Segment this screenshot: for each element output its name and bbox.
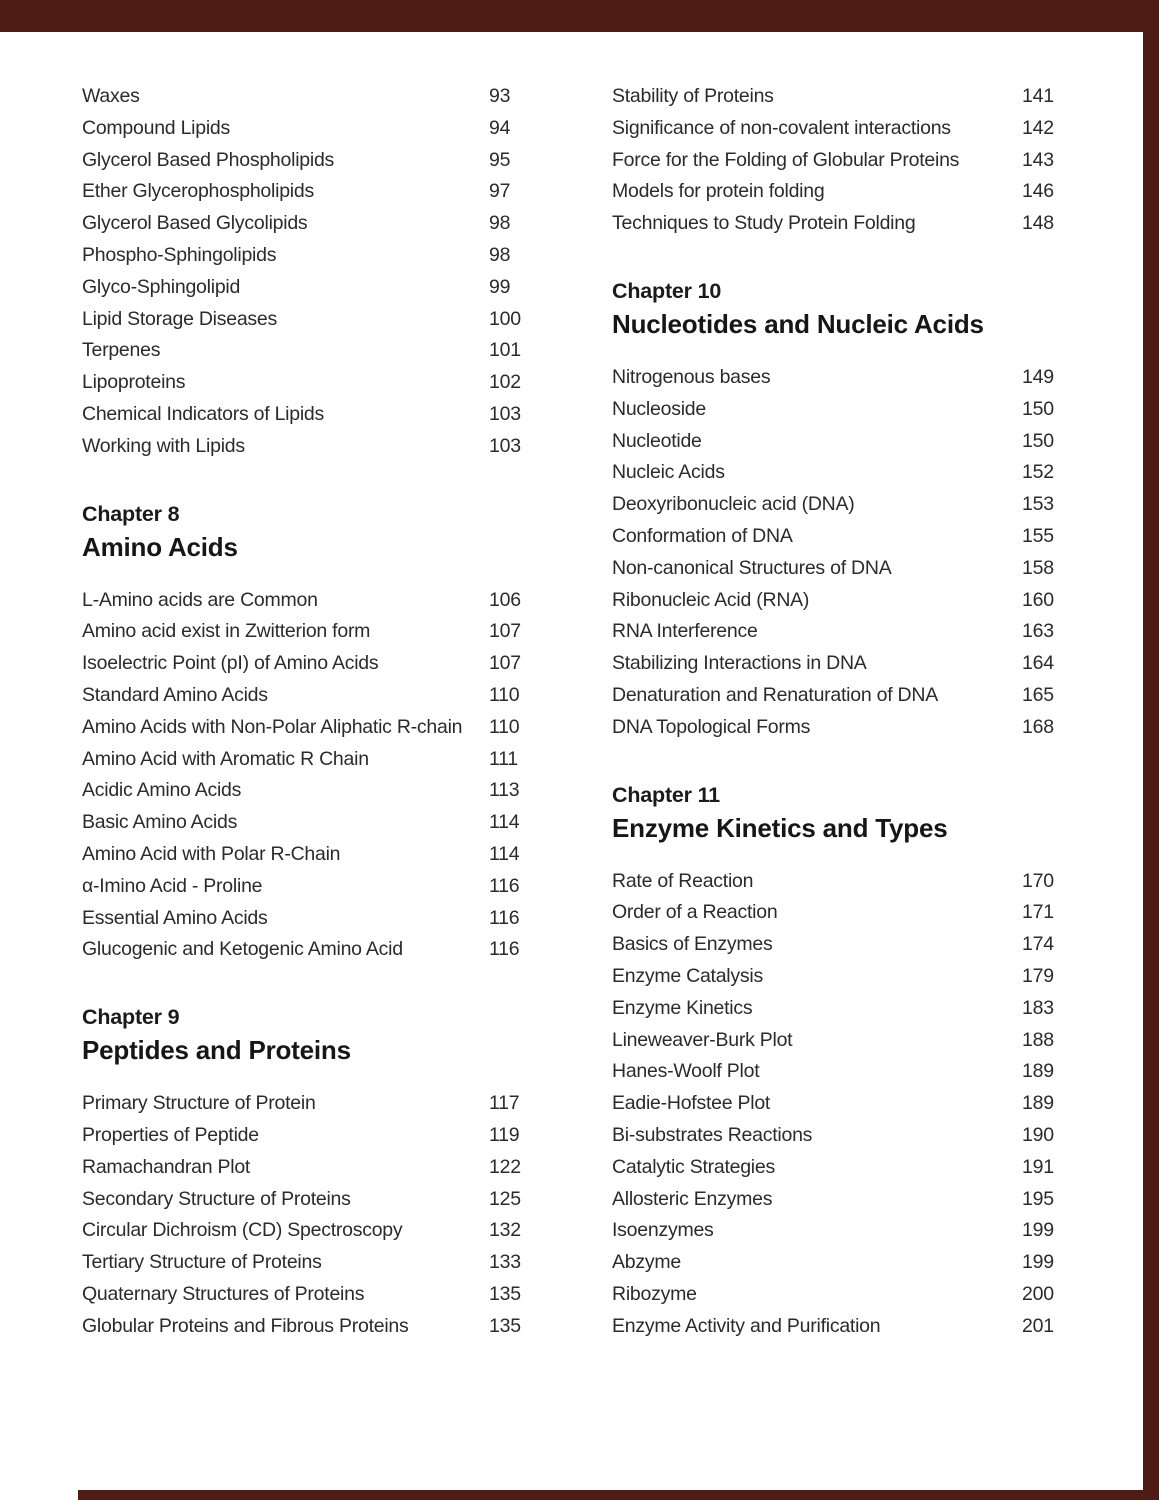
toc-entry-page-number: 195: [1022, 1187, 1054, 1210]
toc-entry-title: Nitrogenous bases: [612, 365, 771, 388]
toc-entry-page-number: 135: [489, 1314, 521, 1337]
toc-entry: [612, 1311, 1055, 1343]
toc-entry-list: [612, 866, 1055, 1343]
toc-entry-page-number: 142: [1022, 116, 1054, 139]
page-edge-bar-bottom: [78, 1490, 1159, 1500]
toc-entry-page-number: 135: [489, 1282, 521, 1305]
toc-entry: [612, 1247, 1055, 1279]
toc-entry-page-number: 148: [1022, 212, 1054, 235]
toc-entry-page-number: 116: [489, 938, 520, 961]
toc-entry-page-number: 103: [489, 402, 521, 425]
page-edge-bar-right: [1143, 0, 1159, 1500]
toc-entry-page-number: 199: [1022, 1251, 1054, 1274]
toc-entry-title: Circular Dichroism (CD) Spectroscopy: [82, 1219, 403, 1242]
toc-entry-title: DNA Topological Forms: [612, 715, 811, 738]
toc-entry: [82, 1279, 520, 1311]
toc-entry: [612, 1025, 1055, 1057]
toc-entry-list: [82, 585, 520, 967]
toc-entry: [612, 1215, 1055, 1247]
toc-entry: [82, 335, 520, 367]
toc-entry-page-number: 149: [1022, 365, 1054, 388]
toc-entry: [82, 1215, 520, 1247]
toc-entry-page-number: 106: [489, 588, 521, 611]
toc-entry: [82, 903, 520, 935]
toc-entry: [82, 934, 520, 966]
toc-entry: [82, 1088, 520, 1120]
toc-entry: [612, 489, 1055, 521]
toc-entry: [612, 648, 1055, 680]
toc-entry-page-number: 179: [1022, 964, 1054, 987]
toc-entry: [82, 399, 520, 431]
toc-entry: [82, 1247, 520, 1279]
toc-entry: [612, 1279, 1055, 1311]
toc-entry-title: Waxes: [82, 85, 140, 107]
toc-entry-title: Amino Acid with Aromatic R Chain: [82, 747, 369, 770]
toc-entry-title: Basics of Enzymes: [612, 933, 773, 956]
toc-entry-page-number: 170: [1022, 869, 1054, 892]
toc-entry-title: Allosteric Enzymes: [612, 1187, 773, 1210]
toc-entry: [82, 176, 520, 208]
toc-entry-page-number: 183: [1022, 996, 1054, 1019]
toc-entry-page-number: 107: [489, 652, 521, 675]
toc-entry: [82, 145, 520, 177]
toc-entry: [612, 362, 1055, 394]
toc-entry: [612, 1184, 1055, 1216]
toc-entry-title: Isoenzymes: [612, 1219, 714, 1242]
toc-entry: [612, 929, 1055, 961]
toc-entry-page-number: 168: [1022, 715, 1054, 738]
toc-entry-title: Properties of Peptide: [82, 1123, 259, 1146]
toc-entry-page-number: 95: [489, 148, 511, 171]
toc-entry-title: Standard Amino Acids: [82, 683, 268, 706]
toc-entry: [612, 680, 1055, 712]
toc-section: [82, 499, 520, 967]
toc-entry-title: Ether Glycerophospholipids: [82, 180, 314, 203]
toc-entry-page-number: 188: [1022, 1028, 1054, 1051]
toc-entry-title: Amino acid exist in Zwitterion form: [82, 620, 371, 643]
toc-entry-title: Isoelectric Point (pI) of Amino Acids: [82, 652, 379, 675]
toc-entry-list: [82, 81, 520, 463]
toc-entry-page-number: 107: [489, 620, 521, 643]
toc-entry: [82, 585, 520, 617]
toc-entry: [612, 521, 1055, 553]
toc-entry-page-number: 174: [1022, 933, 1054, 956]
toc-entry-page-number: 189: [1022, 1092, 1054, 1115]
toc-entry: [82, 272, 520, 304]
toc-entry: [82, 680, 520, 712]
toc-entry-page-number: 191: [1022, 1155, 1054, 1178]
toc-entry: [82, 616, 520, 648]
toc-entry-page-number: 171: [1022, 901, 1054, 924]
toc-entry-title: Ribozyme: [612, 1282, 697, 1305]
toc-entry: [82, 208, 520, 240]
toc-column-right: [612, 81, 1055, 1343]
toc-entry-list: [612, 81, 1055, 240]
chapter-title: Peptides and Proteins: [82, 1035, 351, 1066]
toc-entry: [612, 457, 1055, 489]
toc-entry: [612, 553, 1055, 585]
toc-entry: [82, 113, 520, 145]
toc-entry-title: Amino Acids with Non-Polar Aliphatic R-chain: [82, 715, 463, 738]
toc-entry-page-number: 164: [1022, 652, 1054, 675]
toc-entry-page-number: 110: [489, 715, 520, 738]
toc-entry: [82, 648, 520, 680]
toc-column-left: [82, 81, 520, 1343]
toc-entry-title: Glyco-Sphingolipid: [82, 275, 241, 298]
toc-entry: [82, 1311, 520, 1343]
toc-entry: [612, 993, 1055, 1025]
toc-entry-title: Basic Amino Acids: [82, 811, 238, 834]
toc-entry-list: [82, 1088, 520, 1342]
toc-entry-page-number: 189: [1022, 1060, 1054, 1083]
toc-entry-title: Stability of Proteins: [612, 85, 774, 107]
toc-entry-page-number: 116: [489, 906, 520, 929]
toc-entry-page-number: 119: [489, 1123, 520, 1146]
toc-entry-page-number: 163: [1022, 620, 1054, 643]
toc-entry-title: Force for the Folding of Globular Proteins: [612, 148, 960, 171]
toc-entry-title: Glycerol Based Glycolipids: [82, 212, 308, 235]
toc-entry-title: Bi-substrates Reactions: [612, 1123, 813, 1146]
toc-entry: [82, 1152, 520, 1184]
toc-entry-title: Primary Structure of Protein: [82, 1092, 316, 1115]
toc-entry-page-number: 101: [489, 339, 521, 362]
toc-entry-page-number: 199: [1022, 1219, 1054, 1242]
toc-entry-page-number: 132: [489, 1219, 521, 1242]
toc-entry-title: Order of a Reaction: [612, 901, 778, 924]
toc-entry-title: Enzyme Catalysis: [612, 964, 763, 987]
toc-entry-title: Ribonucleic Acid (RNA): [612, 588, 810, 611]
toc-entry-title: Amino Acid with Polar R-Chain: [82, 842, 341, 865]
toc-entry-title: α-Imino Acid - Proline: [82, 874, 263, 897]
chapter-title: Nucleotides and Nucleic Acids: [612, 308, 984, 339]
toc-entry-page-number: 114: [489, 811, 520, 834]
toc-entry: [612, 426, 1055, 458]
toc-entry-title: Quaternary Structures of Proteins: [82, 1282, 365, 1305]
toc-entry-title: Denaturation and Renaturation of DNA: [612, 683, 938, 706]
toc-entry-title: Terpenes: [82, 339, 161, 362]
toc-section: [82, 1002, 520, 1342]
toc-entry-title: Techniques to Study Protein Folding: [612, 212, 916, 235]
toc-entry-title: Secondary Structure of Proteins: [82, 1187, 351, 1210]
toc-entry-title: Enzyme Activity and Purification: [612, 1314, 881, 1337]
toc-section: [612, 81, 1055, 240]
toc-entry-title: Chemical Indicators of Lipids: [82, 402, 325, 425]
toc-entry-page-number: 153: [1022, 493, 1054, 516]
toc-entry-title: Conformation of DNA: [612, 524, 793, 547]
toc-entry-page-number: 98: [489, 243, 511, 266]
toc-entry: [612, 145, 1055, 177]
toc-entry-page-number: 146: [1022, 180, 1054, 203]
toc-entry-page-number: 99: [489, 275, 511, 298]
chapter-label: Chapter 9: [82, 1005, 180, 1030]
toc-entry: [82, 1120, 520, 1152]
toc-entry: [612, 712, 1055, 744]
toc-entry: [612, 113, 1055, 145]
toc-entry: [612, 866, 1055, 898]
toc-entry: [82, 744, 520, 776]
toc-entry-title: Glycerol Based Phospholipids: [82, 148, 335, 171]
toc-entry: [612, 1056, 1055, 1088]
toc-entry-page-number: 152: [1022, 461, 1054, 484]
toc-section: [612, 780, 1055, 1343]
toc-entry: [612, 1120, 1055, 1152]
toc-entry-title: Lipid Storage Diseases: [82, 307, 278, 330]
toc-entry-title: Essential Amino Acids: [82, 906, 268, 929]
toc-entry-title: Catalytic Strategies: [612, 1155, 775, 1178]
toc-entry-title: Abzyme: [612, 1251, 681, 1274]
toc-entry-title: Compound Lipids: [82, 116, 231, 139]
toc-entry-page-number: 110: [489, 683, 520, 706]
toc-entry-page-number: 117: [489, 1092, 520, 1115]
toc-entry: [82, 839, 520, 871]
toc-entry-page-number: 94: [489, 116, 511, 139]
toc-entry: [612, 1088, 1055, 1120]
toc-entry: [612, 208, 1055, 240]
chapter-label: Chapter 10: [612, 278, 722, 303]
toc-entry-page-number: 125: [489, 1187, 521, 1210]
toc-entry: [612, 81, 1055, 113]
toc-entry-title: Working with Lipids: [82, 434, 245, 457]
toc-entry-page-number: 122: [489, 1155, 521, 1178]
toc-entry-title: Eadie-Hofstee Plot: [612, 1092, 771, 1115]
toc-entry-page-number: 103: [489, 434, 521, 457]
toc-entry-page-number: 93: [489, 85, 511, 107]
toc-entry-title: Stabilizing Interactions in DNA: [612, 652, 867, 675]
toc-entry-title: Non-canonical Structures of DNA: [612, 556, 892, 579]
chapter-label: Chapter 11: [612, 782, 720, 807]
toc-entry-page-number: 190: [1022, 1123, 1054, 1146]
toc-entry: [82, 240, 520, 272]
toc-entry: [82, 304, 520, 336]
toc-entry-title: Lineweaver-Burk Plot: [612, 1028, 793, 1051]
toc-entry: [82, 431, 520, 463]
toc-entry-title: Hanes-Woolf Plot: [612, 1060, 760, 1083]
toc-entry-title: Lipoproteins: [82, 371, 186, 394]
toc-entry-page-number: 133: [489, 1251, 521, 1274]
toc-section: [612, 276, 1055, 744]
toc-entry: [82, 81, 520, 113]
toc-entry: [82, 871, 520, 903]
toc-entry-title: Tertiary Structure of Proteins: [82, 1251, 322, 1274]
toc-entry: [82, 807, 520, 839]
toc-entry-page-number: 165: [1022, 683, 1054, 706]
toc-entry: [612, 1152, 1055, 1184]
toc-entry-title: Nucleic Acids: [612, 461, 725, 484]
toc-entry-page-number: 201: [1022, 1314, 1054, 1337]
toc-entry-page-number: 160: [1022, 588, 1054, 611]
toc-entry-page-number: 102: [489, 371, 521, 394]
toc-entry-title: Acidic Amino Acids: [82, 779, 242, 802]
toc-entry: [612, 585, 1055, 617]
toc-entry-title: Nucleotide: [612, 429, 702, 452]
toc-entry-title: Ramachandran Plot: [82, 1155, 251, 1178]
toc-entry: [82, 775, 520, 807]
toc-entry-page-number: 98: [489, 212, 511, 235]
chapter-label: Chapter 8: [82, 501, 180, 526]
toc-entry-title: Glucogenic and Ketogenic Amino Acid: [82, 938, 403, 961]
toc-entry-title: RNA Interference: [612, 620, 758, 643]
toc-entry-page-number: 111: [489, 747, 518, 770]
page-edge-bar-top: [0, 0, 1159, 32]
toc-entry: [612, 897, 1055, 929]
toc-entry-title: Nucleoside: [612, 397, 706, 420]
toc-entry-page-number: 150: [1022, 429, 1054, 452]
toc-entry-page-number: 200: [1022, 1282, 1054, 1305]
toc-entry-title: Deoxyribonucleic acid (DNA): [612, 493, 855, 516]
toc-entry-title: Rate of Reaction: [612, 869, 754, 892]
toc-entry: [612, 616, 1055, 648]
toc-entry-page-number: 150: [1022, 397, 1054, 420]
toc-entry-title: Globular Proteins and Fibrous Proteins: [82, 1314, 409, 1337]
toc-entry-page-number: 100: [489, 307, 521, 330]
toc-entry: [612, 176, 1055, 208]
toc-entry: [82, 712, 520, 744]
toc-entry-title: L-Amino acids are Common: [82, 588, 318, 611]
toc-entry-list: [612, 362, 1055, 744]
toc-entry: [82, 1184, 520, 1216]
toc-entry-page-number: 141: [1022, 85, 1054, 107]
toc-entry-title: Models for protein folding: [612, 180, 825, 203]
toc-entry-page-number: 155: [1022, 524, 1054, 547]
toc-entry-page-number: 116: [489, 874, 520, 897]
toc-entry-title: Significance of non-covalent interactions: [612, 116, 951, 139]
toc-entry-title: Enzyme Kinetics: [612, 996, 753, 1019]
chapter-title: Enzyme Kinetics and Types: [612, 812, 948, 843]
toc-entry: [82, 367, 520, 399]
toc-entry-page-number: 97: [489, 180, 511, 203]
toc-entry-title: Phospho-Sphingolipids: [82, 243, 277, 266]
chapter-title: Amino Acids: [82, 531, 238, 562]
toc-entry: [612, 961, 1055, 993]
toc-entry-page-number: 158: [1022, 556, 1054, 579]
toc-entry-page-number: 114: [489, 842, 520, 865]
toc-entry: [612, 394, 1055, 426]
toc-entry-page-number: 113: [489, 779, 520, 802]
toc-entry-page-number: 143: [1022, 148, 1054, 171]
toc-section: [82, 81, 520, 463]
